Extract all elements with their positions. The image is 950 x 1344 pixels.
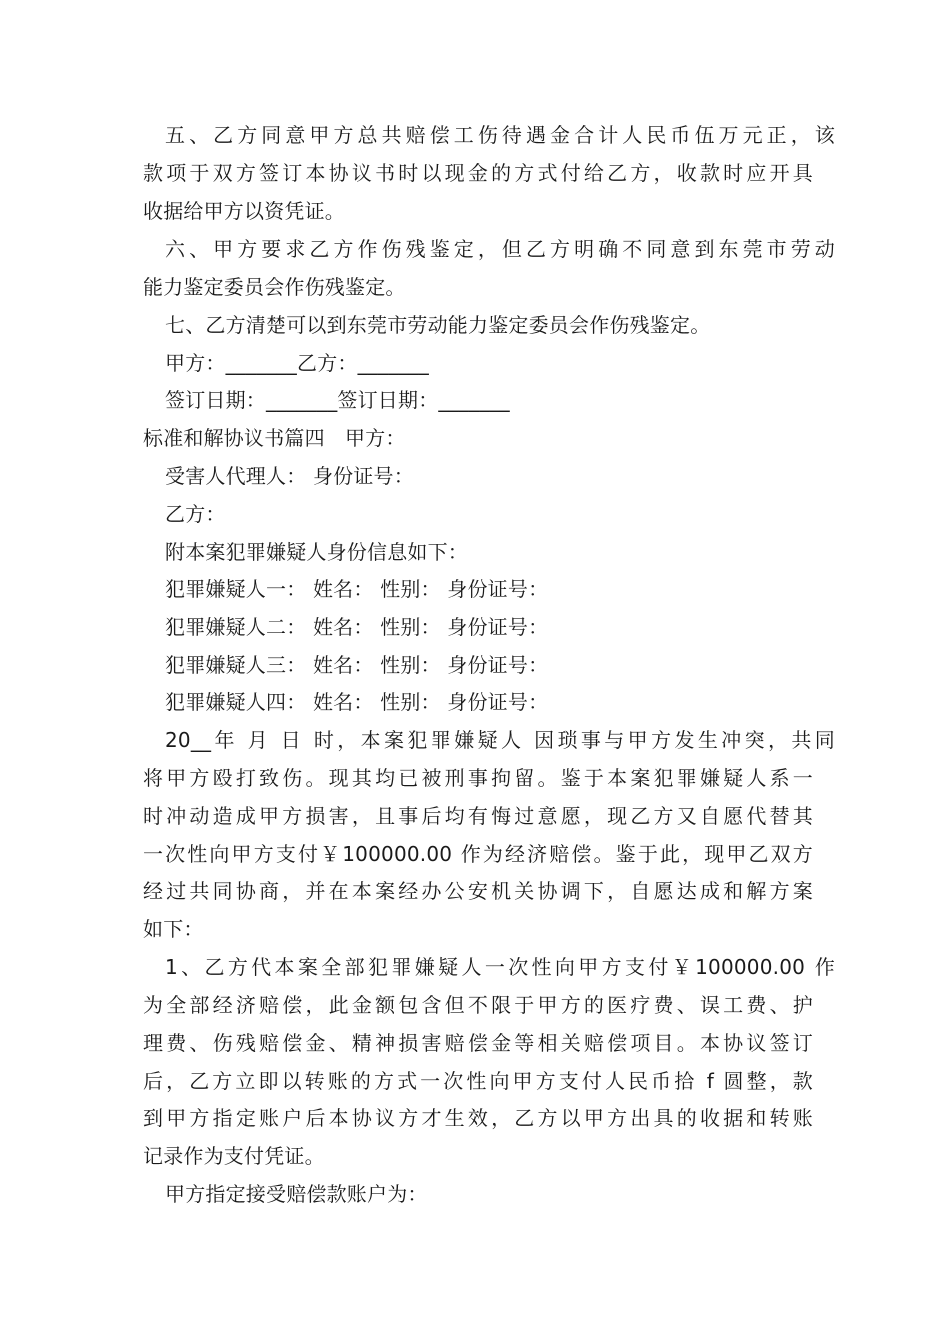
section-heading: 标准和解协议书篇四 甲方： (143, 426, 406, 450)
paragraph-line: 记录作为支付凭证。 (143, 1144, 325, 1168)
paragraph-line: 到甲方指定账户后本协议方才生效，乙方以甲方出具的收据和转账 (143, 1106, 813, 1130)
paragraph-line: 1、乙方代本案全部犯罪嫌疑人一次性向甲方支付￥100000.00 作 (165, 955, 835, 979)
paragraph-line: 后，乙方立即以转账的方式一次性向甲方支付人民币拾 f 圆整，款 (143, 1069, 813, 1093)
paragraph-line: 理费、伤残赔偿金、精神损害赔偿金等相关赔偿项目。本协议签订 (143, 1031, 813, 1055)
paragraph-line: 如下： (143, 917, 204, 941)
paragraph-line: 六、甲方要求乙方作伤残鉴定，但乙方明确不同意到东莞市劳动 (165, 237, 835, 261)
paragraph-line: 一次性向甲方支付￥100000.00 作为经济赔偿。鉴于此，现甲乙双方 (143, 842, 813, 866)
paragraph-line: 乙方： (165, 502, 226, 526)
suspect-info-line: 犯罪嫌疑人一： 姓名： 性别： 身份证号： (165, 577, 549, 601)
paragraph-line: 受害人代理人： 身份证号： (165, 464, 414, 488)
paragraph-line: 收据给甲方以资凭证。 (143, 199, 345, 223)
paragraph-line: 附本案犯罪嫌疑人身份信息如下： (165, 540, 468, 564)
suspect-info-line: 犯罪嫌疑人二： 姓名： 性别： 身份证号： (165, 615, 549, 639)
paragraph-line: 能力鉴定委员会作伤残鉴定。 (143, 275, 406, 299)
paragraph-line: 五、乙方同意甲方总共赔偿工伤待遇金合计人民币伍万元正，该 (165, 123, 835, 147)
paragraph-line: 20__年 月 日 时，本案犯罪嫌疑人 因琐事与甲方发生冲突，共同 (165, 728, 835, 752)
paragraph-line: 款项于双方签订本协议书时以现金的方式付给乙方，收款时应开具 (143, 161, 813, 185)
suspect-info-line: 犯罪嫌疑人四： 姓名： 性别： 身份证号： (165, 690, 549, 714)
paragraph-line: 时冲动造成甲方损害，且事后均有悔过意愿，现乙方又自愿代替其 (143, 804, 813, 828)
paragraph-line: 将甲方殴打致伤。现其均已被刑事拘留。鉴于本案犯罪嫌疑人系一 (143, 766, 813, 790)
paragraph-line: 甲方指定接受赔偿款账户为： (165, 1182, 428, 1206)
signature-line: 甲方：_______乙方：_______ (165, 351, 429, 375)
paragraph-line: 七、乙方清楚可以到东莞市劳动能力鉴定委员会作伤残鉴定。 (165, 313, 711, 337)
paragraph-line: 为全部经济赔偿，此金额包含但不限于甲方的医疗费、误工费、护 (143, 993, 813, 1017)
suspect-info-line: 犯罪嫌疑人三： 姓名： 性别： 身份证号： (165, 653, 549, 677)
paragraph-line: 经过共同协商，并在本案经办公安机关协调下，自愿达成和解方案 (143, 879, 813, 903)
date-line: 签订日期：_______签订日期：_______ (165, 388, 510, 412)
